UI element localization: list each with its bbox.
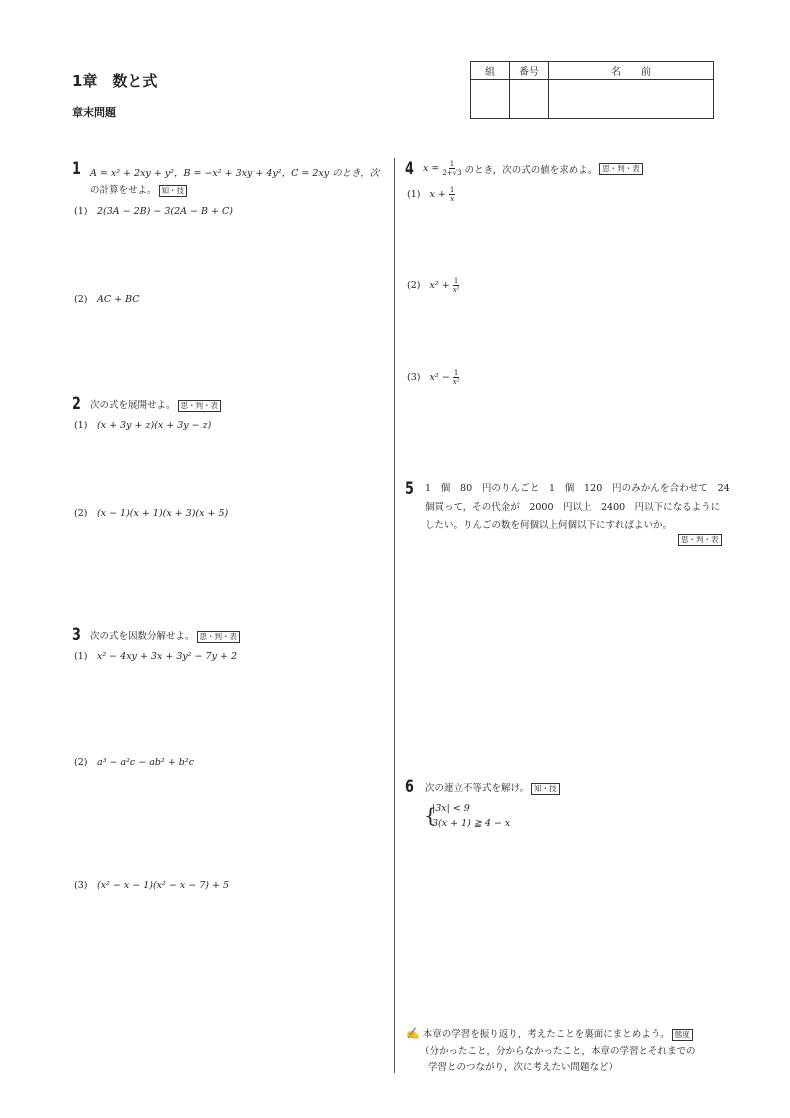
- question-5-badge-wrap: [676, 534, 722, 546]
- part-expression: x +: [429, 189, 446, 200]
- question-6-instruction: 次の連立不等式を解け。: [425, 783, 530, 794]
- attitude-badge: 態度: [672, 1029, 693, 1041]
- question-2-part-2: [74, 505, 228, 519]
- student-info-table: [470, 61, 714, 119]
- question-5-line1: 1 個 80 円のりんごと 1 個 120 円のみかんを合わせて 24: [425, 483, 730, 494]
- question-1-part-1: [74, 203, 233, 217]
- page-subtitle: 章末問題: [72, 106, 116, 119]
- reflection-line2: （分かったこと，分からなかったこと，本章の学習とそれまでの: [420, 1046, 696, 1057]
- question-4-lhs: x =: [423, 163, 440, 174]
- question-4-number: 4: [405, 159, 414, 179]
- column-divider: [394, 158, 395, 1073]
- question-3-instruction: 次の式を因数分解せよ。: [90, 631, 195, 642]
- reflection-line3: 学習とのつながり，次に考えたい問題など）: [428, 1062, 619, 1073]
- number-field[interactable]: [510, 80, 549, 119]
- system-brace: {: [424, 803, 437, 827]
- question-6-number: 6: [405, 777, 414, 797]
- fraction-numerator: 1: [453, 277, 459, 285]
- question-6-text: [425, 780, 560, 795]
- part-fraction: [453, 277, 460, 294]
- part-label: (3): [74, 880, 88, 891]
- fraction-denominator: x: [450, 195, 455, 203]
- part-expression: (x + 3y + z)(x + 3y − z): [96, 420, 212, 431]
- number-header: 番号: [510, 62, 549, 80]
- part-label: (2): [407, 280, 421, 291]
- part-expression: x² − 4xy + 3x + 3y² − 7y + 2: [96, 651, 237, 662]
- part-label: (1): [74, 420, 88, 431]
- question-3-text: [90, 628, 240, 643]
- question-2-text: [90, 397, 221, 412]
- part-label: (1): [407, 189, 421, 200]
- part-expression: a³ − a²c − ab² + b²c: [96, 757, 195, 768]
- question-5-line2: 個買って，その代金が 2000 円以上 2400 円以下になるように: [425, 502, 721, 513]
- part-expression: x² −: [429, 372, 450, 383]
- question-1-number: 1: [72, 159, 81, 179]
- part-label: (1): [74, 206, 88, 217]
- page-title: 1章 数と式: [72, 72, 158, 90]
- reflection-prompt: 本章の学習を振り返り，考えたことを裏面にまとめよう。: [422, 1029, 670, 1040]
- question-4-part-3: [407, 369, 459, 386]
- reflection-line1: [406, 1026, 693, 1041]
- part-expression: (x² − x − 1)(x² − x − 7) + 5: [96, 880, 229, 891]
- question-1-text-line1: A = x² + 2xy + y²，B = −x² + 3xy + 4y²，C = 2xy のとき，次: [90, 168, 380, 179]
- part-label: (2): [74, 294, 88, 305]
- skill-badge: 思・判・表: [197, 631, 241, 643]
- fraction-numerator: 1: [449, 186, 455, 194]
- question-4-part-2: [407, 277, 459, 294]
- part-fraction: [453, 369, 460, 386]
- question-3-part-2: [74, 754, 194, 768]
- question-4-part-1: [407, 186, 455, 203]
- question-1-text-line2: [90, 182, 187, 197]
- inequality-1: |3x| < 9: [432, 803, 470, 814]
- skill-badge: 思・判・表: [178, 400, 222, 412]
- class-header: 組: [471, 62, 510, 80]
- part-expression: AC + BC: [96, 294, 140, 305]
- skill-badge: 思・判・表: [599, 163, 643, 175]
- fraction-numerator: 1: [453, 369, 459, 377]
- question-1-text-line2-text: の計算をせよ。: [90, 185, 157, 196]
- part-expression: 2(3A − 2B) − 3(2A − B + C): [96, 206, 233, 217]
- skill-badge: 思・判・表: [678, 534, 722, 546]
- question-5-line3: したい。りんごの数を何個以上何個以下にすればよいか。: [425, 520, 673, 531]
- part-label: (1): [74, 651, 88, 662]
- part-expression: (x − 1)(x + 1)(x + 3)(x + 5): [96, 508, 229, 519]
- question-2-part-1: [74, 417, 211, 431]
- part-label: (3): [407, 372, 421, 383]
- part-expression: x² +: [429, 280, 450, 291]
- class-field[interactable]: [471, 80, 510, 119]
- fraction-denominator: x²: [452, 378, 460, 386]
- name-field[interactable]: [549, 80, 714, 119]
- question-2-number: 2: [72, 394, 81, 414]
- pencil-icon: ✍: [406, 1027, 420, 1040]
- skill-badge: 知・技: [531, 783, 560, 795]
- question-4-text: [423, 160, 643, 177]
- part-label: (2): [74, 757, 88, 768]
- question-5-number: 5: [405, 479, 414, 499]
- fraction-denominator: 2+√3: [442, 169, 462, 177]
- question-4-instruction: のとき，次の式の値を求めよ。: [464, 164, 598, 176]
- question-3-part-1: [74, 648, 237, 662]
- question-3-part-3: [74, 877, 229, 891]
- question-3-number: 3: [72, 625, 81, 645]
- fraction-numerator: 1: [449, 160, 455, 168]
- inequality-2: 3(x + 1) ≧ 4 − x: [432, 818, 511, 829]
- skill-badge: 知・技: [159, 185, 188, 197]
- question-1-part-2: [74, 291, 140, 305]
- question-2-instruction: 次の式を展開せよ。: [90, 400, 176, 411]
- name-header: 名 前: [549, 62, 714, 80]
- fraction-denominator: x²: [452, 286, 460, 294]
- part-label: (2): [74, 508, 88, 519]
- question-4-fraction: [442, 160, 461, 177]
- part-fraction: [449, 186, 455, 203]
